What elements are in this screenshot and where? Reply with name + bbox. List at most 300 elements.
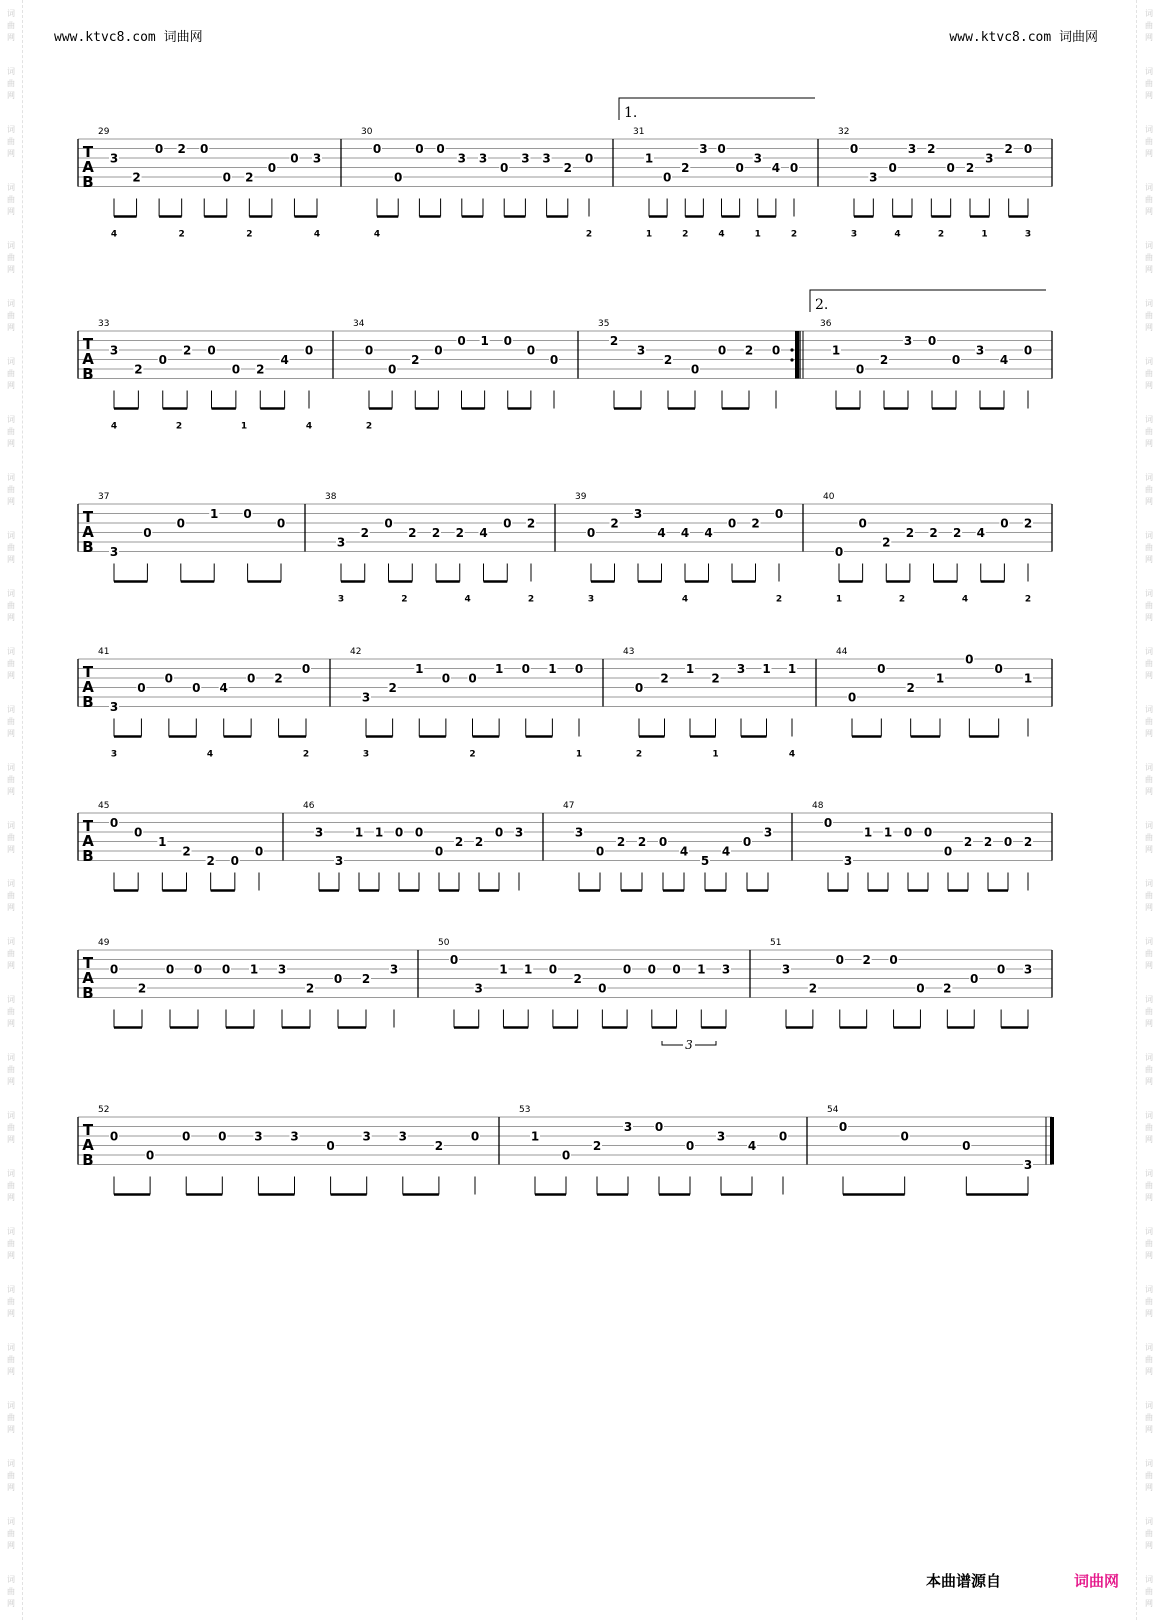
watermark-char: 词: [7, 531, 15, 540]
watermark-char: 网: [1145, 903, 1153, 912]
watermark-char: 词: [1145, 1517, 1153, 1526]
fret-number: 0: [1000, 516, 1009, 531]
tab-system: [78, 801, 1052, 891]
tab-clef-letter: B: [82, 365, 94, 383]
fret-number: 0: [192, 681, 201, 695]
watermark-char: 曲: [1145, 1529, 1153, 1538]
measure-number: 39: [575, 492, 587, 502]
watermark-char: 词: [7, 357, 15, 366]
fret-number: 0: [267, 161, 277, 175]
header-site-left: www.ktvc8.com 词曲网: [54, 30, 203, 45]
watermark-char: 曲: [1145, 1239, 1153, 1248]
fret-number: 2: [711, 671, 720, 686]
watermark-char: 网: [7, 1483, 15, 1492]
watermark-char: 网: [1145, 1309, 1153, 1318]
watermark-char: 曲: [7, 1413, 15, 1422]
fingering-number: 2: [178, 229, 185, 240]
fret-number: 0: [218, 1129, 227, 1144]
watermark-char: 网: [1145, 961, 1153, 970]
fret-number: 0: [276, 516, 286, 531]
watermark-char: 词: [7, 299, 15, 308]
watermark-char: 词: [1145, 357, 1153, 366]
fret-number: 2: [455, 526, 464, 540]
fret-number: 1: [1023, 671, 1033, 686]
watermark-char: 曲: [1145, 1181, 1153, 1190]
fret-number: 0: [109, 962, 119, 977]
tab-clef-letter: A: [82, 1136, 94, 1154]
fret-number: 2: [434, 1139, 444, 1153]
fret-number: 2: [965, 161, 975, 175]
fret-number: 2: [305, 981, 315, 996]
watermark-char: 词: [7, 1053, 15, 1062]
fret-number: 2: [637, 835, 647, 849]
watermark-char: 曲: [7, 253, 15, 262]
tab-clef-letter: A: [82, 678, 94, 696]
fret-number: 0: [470, 1129, 480, 1144]
fret-number: 3: [254, 1129, 263, 1144]
measure: [633, 127, 799, 240]
fret-number: 0: [548, 962, 558, 977]
fret-number: 0: [137, 681, 146, 695]
fret-number: 2: [952, 526, 962, 540]
fret-number: 3: [781, 962, 791, 977]
measure-number: 38: [325, 492, 337, 502]
fret-number: 2: [882, 535, 891, 550]
watermark-char: 曲: [1145, 891, 1153, 900]
fret-number: 4: [721, 844, 731, 859]
fret-number: 0: [387, 362, 397, 377]
watermark-char: 网: [1145, 1599, 1153, 1608]
fret-number: 4: [976, 526, 985, 540]
fret-number: 3: [633, 507, 643, 521]
watermark-char: 曲: [1145, 195, 1153, 204]
fret-number: 0: [735, 161, 744, 175]
fingering-number: 3: [337, 594, 345, 605]
measure: [98, 319, 314, 432]
fret-number: 0: [494, 825, 504, 840]
watermark-char: 网: [1145, 787, 1153, 796]
watermark-char: 网: [7, 149, 15, 158]
fret-number: 0: [849, 142, 859, 156]
fret-number: 2: [927, 142, 936, 156]
fret-number: 0: [500, 161, 509, 175]
fret-number: 0: [549, 353, 559, 367]
watermark-char: 词: [7, 705, 15, 714]
fingering-number: 2: [775, 594, 783, 605]
tab-clef-letter: T: [82, 663, 94, 681]
watermark-char: 网: [1145, 1193, 1153, 1202]
watermark-char: 网: [7, 1077, 15, 1086]
watermark-char: 网: [7, 1135, 15, 1144]
fret-number: 2: [751, 516, 760, 531]
fret-number: 3: [398, 1129, 407, 1144]
watermark-char: 词: [1145, 1111, 1153, 1120]
fret-number: 3: [716, 1129, 726, 1144]
fret-number: 0: [221, 962, 231, 977]
volta-2: [810, 290, 1046, 313]
tab-system: [78, 647, 1052, 760]
fingering-number: 1: [712, 749, 719, 760]
tab-clef-letter: B: [82, 538, 94, 556]
fret-number: 3: [478, 151, 488, 166]
watermark-char: 词: [1145, 1459, 1153, 1468]
fret-number: 0: [903, 825, 913, 840]
fret-number: 1: [494, 662, 504, 676]
fingering-number: 4: [718, 229, 725, 240]
watermark-char: 曲: [7, 949, 15, 958]
fret-number: 2: [1023, 516, 1033, 531]
fret-number: 0: [176, 516, 185, 531]
fret-number: 0: [774, 507, 784, 521]
fingering-number: 3: [587, 594, 595, 605]
fingering-number: 1: [981, 229, 988, 240]
fingering-number: 2: [937, 229, 945, 240]
fingering-number: 2: [635, 749, 643, 760]
watermark-char: 词: [7, 183, 15, 192]
fret-number: 2: [388, 681, 397, 695]
repeat-dot: [790, 358, 793, 361]
watermark-char: 网: [7, 787, 15, 796]
fret-number: 0: [916, 981, 925, 996]
fret-number: 0: [595, 844, 605, 859]
fret-number: 0: [561, 1148, 571, 1163]
fret-number: 0: [222, 170, 231, 185]
fret-number: 3: [314, 825, 324, 840]
tab-clef-letter: T: [82, 143, 94, 161]
watermark-char: 网: [1145, 207, 1153, 216]
fret-number: 0: [1023, 142, 1033, 156]
fingering-number: 2: [898, 594, 906, 605]
fret-number: 3: [521, 151, 530, 166]
watermark-char: 网: [7, 555, 15, 564]
watermark-char: 曲: [7, 543, 15, 552]
tab-clef-letter: A: [82, 969, 94, 987]
fingering-number: 2: [1024, 594, 1032, 605]
fret-number: 0: [246, 671, 256, 686]
fret-number: 2: [1023, 835, 1033, 849]
fret-number: 3: [985, 151, 994, 166]
watermark-char: 曲: [7, 659, 15, 668]
tab-system: [78, 492, 1052, 605]
watermark-char: 曲: [7, 1007, 15, 1016]
fret-number: 3: [457, 151, 466, 166]
fret-number: 4: [479, 526, 488, 540]
watermark-char: 词: [1145, 125, 1153, 134]
watermark-char: 网: [1145, 1425, 1153, 1434]
measure-number: 29: [98, 127, 110, 137]
fret-number: 2: [808, 981, 818, 996]
fret-number: 2: [182, 844, 191, 859]
fret-number: 0: [521, 662, 530, 676]
watermark-char: 词: [1145, 1053, 1153, 1062]
watermark-char: 网: [7, 91, 15, 100]
watermark-char: 网: [1145, 1077, 1153, 1086]
fingering-number: 4: [788, 749, 796, 760]
fingering-number: 4: [373, 229, 381, 240]
watermark-char: 网: [7, 33, 15, 42]
fret-number: 1: [685, 662, 695, 676]
measure-number: 43: [623, 647, 635, 657]
measure-number: 49: [98, 938, 110, 948]
fret-number: 2: [360, 526, 369, 540]
watermark-char: 曲: [1145, 659, 1153, 668]
fret-number: 0: [243, 507, 252, 521]
tab-clef-letter: B: [82, 984, 94, 1002]
watermark-char: 曲: [7, 1587, 15, 1596]
fret-number: 1: [548, 662, 557, 676]
fret-number: 0: [436, 142, 445, 156]
fret-number: 0: [290, 151, 299, 166]
watermark-char: 词: [1145, 1227, 1153, 1236]
fret-number: 3: [699, 142, 708, 156]
fret-number: 3: [574, 825, 584, 840]
fret-number: 4: [657, 526, 666, 540]
watermark-char: 词: [7, 1401, 15, 1410]
fret-number: 0: [654, 1120, 664, 1134]
measure: [98, 938, 399, 1028]
watermark-char: 网: [7, 207, 15, 216]
fret-number: 0: [503, 516, 512, 531]
fret-number: 2: [681, 161, 690, 175]
fret-number: 2: [943, 981, 952, 996]
watermark-char: 网: [1145, 845, 1153, 854]
fret-number: 0: [789, 161, 799, 175]
measure: [598, 319, 781, 409]
watermark-char: 网: [7, 265, 15, 274]
fret-number: 3: [1023, 962, 1033, 977]
fret-number: 4: [771, 161, 781, 175]
watermark-char: 曲: [1145, 1007, 1153, 1016]
fingering-number: 2: [469, 749, 476, 760]
fret-number: 1: [863, 825, 873, 840]
fingering-number: 4: [110, 421, 118, 432]
fret-number: 0: [622, 962, 632, 977]
fingering-number: 3: [1024, 229, 1032, 240]
fret-number: 3: [361, 690, 371, 705]
fret-number: 0: [434, 844, 444, 859]
fret-number: 0: [900, 1129, 909, 1144]
fret-number: 0: [158, 353, 167, 367]
fret-number: 0: [414, 825, 424, 840]
fret-number: 0: [855, 362, 865, 377]
fret-number: 0: [326, 1139, 335, 1153]
fret-number: 2: [879, 353, 889, 367]
watermark-char: 网: [1145, 91, 1153, 100]
tab-clef-letter: B: [82, 173, 94, 191]
fingering-number: 2: [682, 229, 689, 240]
watermark-char: 曲: [7, 1355, 15, 1364]
fingering-number: 1: [835, 594, 843, 605]
fret-number: 2: [744, 343, 754, 358]
measure-number: 34: [353, 319, 365, 329]
watermark-char: 曲: [7, 891, 15, 900]
measure-number: 46: [303, 801, 315, 811]
measure: [353, 319, 559, 432]
fret-number: 0: [717, 142, 726, 156]
watermark-char: 词: [1145, 589, 1153, 598]
fret-number: 0: [690, 362, 700, 377]
fret-number: 2: [983, 835, 993, 849]
measure: [836, 647, 1033, 737]
fret-number: 0: [468, 671, 477, 686]
tab-system: [78, 938, 1052, 1028]
tuplet-number: 3: [685, 1038, 693, 1052]
fret-number: 5: [700, 854, 710, 868]
fingering-number: 3: [362, 749, 370, 760]
watermark-char: 词: [1145, 1401, 1153, 1410]
fret-number: 3: [109, 343, 119, 358]
fret-number: 2: [274, 671, 283, 686]
fret-number: 3: [721, 962, 731, 977]
fret-number: 0: [1003, 835, 1013, 849]
tab-system: [78, 319, 1052, 432]
measure: [98, 801, 264, 891]
measure: [98, 647, 311, 760]
watermark-char: 网: [1145, 1135, 1153, 1144]
fret-number: 1: [530, 1129, 540, 1144]
watermark-char: 词: [1145, 415, 1153, 424]
fret-number: 1: [762, 662, 771, 676]
watermark-char: 词: [7, 879, 15, 888]
watermark-char: 曲: [1145, 369, 1153, 378]
tab-clef-letter: T: [82, 1121, 94, 1139]
watermark-char: 曲: [1145, 949, 1153, 958]
watermark-char: 词: [1145, 241, 1153, 250]
fret-number: 3: [514, 825, 524, 840]
watermark-char: 曲: [7, 137, 15, 146]
measure: [519, 1105, 788, 1195]
watermark-char: 曲: [7, 1065, 15, 1074]
watermark-char: 曲: [1145, 427, 1153, 436]
watermark-char: 词: [7, 1575, 15, 1584]
watermark-char: 曲: [1145, 775, 1153, 784]
watermark-char: 词: [1145, 937, 1153, 946]
fret-number: 0: [835, 953, 844, 967]
fret-number: 2: [660, 671, 669, 686]
fret-number: 2: [862, 953, 871, 967]
fret-number: 0: [634, 681, 644, 695]
fret-number: 0: [888, 161, 897, 175]
tab-clef-letter: T: [82, 335, 94, 353]
fret-number: 2: [454, 835, 464, 849]
watermark-char: 网: [1145, 729, 1153, 738]
measure-number: 33: [98, 319, 110, 329]
measure-number: 54: [827, 1105, 839, 1115]
fret-number: 3: [362, 1129, 371, 1144]
fret-number: 0: [231, 362, 241, 377]
tab-system: [78, 127, 1052, 240]
watermark-char: 曲: [7, 1239, 15, 1248]
measure: [98, 492, 286, 582]
fret-number: 0: [449, 953, 459, 967]
measure: [98, 1105, 480, 1195]
watermark-char: 词: [7, 1227, 15, 1236]
watermark-char: 词: [1145, 67, 1153, 76]
tab-clef-letter: B: [82, 693, 94, 711]
watermark-char: 网: [7, 497, 15, 506]
watermark-char: 曲: [7, 601, 15, 610]
watermark-char: 曲: [1145, 253, 1153, 262]
fret-number: 1: [787, 662, 797, 676]
footer-source-label: 本曲谱源自: [926, 1572, 1002, 1590]
fret-number: 0: [384, 516, 393, 531]
fret-number: 0: [823, 816, 833, 830]
fret-number: 1: [210, 507, 219, 521]
tab-clef-letter: B: [82, 847, 94, 865]
watermark-char: 曲: [1145, 601, 1153, 610]
fret-number: 2: [134, 362, 143, 377]
fret-number: 3: [623, 1120, 633, 1134]
watermark-char: 曲: [7, 311, 15, 320]
fret-number: 0: [965, 652, 974, 667]
fingering-number: 2: [246, 229, 253, 240]
watermark-char: 词: [7, 937, 15, 946]
fret-number: 0: [647, 962, 656, 977]
watermark-char: 网: [1145, 671, 1153, 680]
fret-number: 0: [923, 825, 933, 840]
fret-number: 2: [592, 1139, 602, 1153]
tab-system: [78, 1105, 1052, 1195]
watermark-char: 词: [1145, 473, 1153, 482]
watermark-char: 词: [7, 241, 15, 250]
fingering-number: 2: [585, 229, 593, 240]
fret-number: 0: [394, 170, 403, 185]
fret-number: 0: [946, 161, 955, 175]
watermark-char: 曲: [1145, 833, 1153, 842]
watermark-char: 曲: [7, 1297, 15, 1306]
fret-number: 0: [662, 170, 672, 185]
watermark-char: 网: [1145, 1483, 1153, 1492]
fret-number: 0: [109, 1129, 119, 1144]
fingering-number: 4: [206, 749, 214, 760]
fret-number: 0: [834, 545, 844, 559]
watermark-char: 曲: [1145, 1471, 1153, 1480]
fret-number: 2: [206, 854, 215, 868]
fret-number: 0: [727, 516, 737, 531]
fret-number: 3: [907, 142, 917, 156]
fret-number: 0: [996, 962, 1006, 977]
watermark-char: 词: [7, 1169, 15, 1178]
fingering-number: 2: [401, 594, 408, 605]
watermark-char: 词: [7, 821, 15, 830]
measure: [303, 801, 524, 891]
fret-number: 0: [951, 353, 961, 367]
watermark-char: 词: [1145, 821, 1153, 830]
fret-number: 1: [697, 962, 706, 977]
measure: [575, 492, 784, 605]
fret-number: 0: [457, 334, 466, 348]
fret-number: 3: [636, 343, 646, 358]
watermark-char: 词: [7, 473, 15, 482]
fret-number: 0: [1023, 343, 1033, 358]
fret-number: 2: [906, 681, 915, 695]
fret-number: 3: [336, 535, 346, 550]
fret-number: 0: [877, 662, 886, 676]
watermark-char: 词: [7, 1459, 15, 1468]
fret-number: 0: [200, 142, 209, 156]
measure: [361, 127, 594, 240]
watermark-char: 曲: [7, 1181, 15, 1190]
fingering-number: 1: [645, 229, 653, 240]
fret-number: 2: [182, 343, 192, 358]
measure: [823, 492, 1033, 605]
fingering-number: 1: [240, 421, 248, 432]
fingering-number: 4: [313, 229, 321, 240]
watermark-char: 网: [7, 961, 15, 970]
fret-number: 0: [154, 142, 164, 156]
fingering-number: 3: [850, 229, 858, 240]
fret-number: 1: [499, 962, 508, 977]
